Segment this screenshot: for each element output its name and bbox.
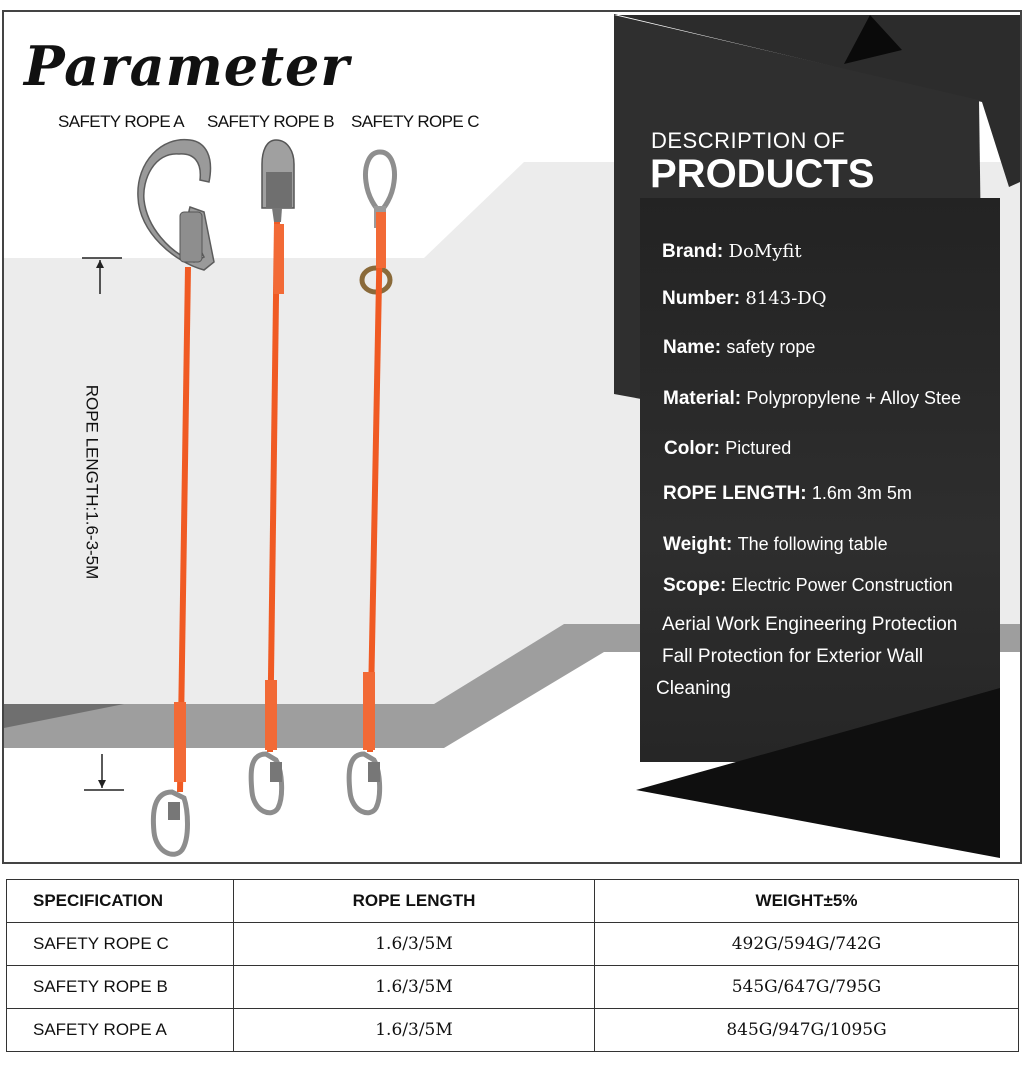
scope-label: Scope: <box>663 575 727 596</box>
scope-line-4: Cleaning <box>656 678 731 699</box>
header-specification: SPECIFICATION <box>7 880 234 923</box>
spec-cell: SAFETY ROPE A <box>7 1009 234 1052</box>
weight-cell: 845G/947G/1095G <box>595 1009 1019 1052</box>
color-value: Pictured <box>725 438 792 458</box>
rope-length-marker: ROPE LENGTH:1.6-3-5M <box>82 384 102 580</box>
page-title: Parameter <box>24 34 350 98</box>
product-parameter-panel <box>2 10 1022 864</box>
color-row <box>664 438 791 460</box>
scope-line-2: Aerial Work Engineering Protection <box>662 614 958 635</box>
description-heading-big: PRODUCTS <box>650 152 875 196</box>
length-cell: 1.6/3/5M <box>234 966 595 1009</box>
table-header-row <box>7 880 1019 923</box>
header-rope-length: ROPE LENGTH <box>234 880 595 923</box>
background-art <box>4 12 1020 862</box>
color-label: Color: <box>664 438 720 459</box>
material-row <box>663 388 961 410</box>
number-label: Number: <box>662 288 741 309</box>
length-cell: 1.6/3/5M <box>234 1009 595 1052</box>
length-cell: 1.6/3/5M <box>234 923 595 966</box>
weight-value: The following table <box>737 534 888 554</box>
brand-value: DoMyfit <box>728 241 802 262</box>
name-label: Name: <box>663 337 722 358</box>
rope-c-label: SAFETY ROPE C <box>351 112 479 131</box>
rope-a-label: SAFETY ROPE A <box>58 112 185 131</box>
name-value: safety rope <box>726 337 816 357</box>
number-value: 8143-DQ <box>745 288 827 309</box>
material-label: Material: <box>663 388 742 409</box>
spec-cell: SAFETY ROPE B <box>7 966 234 1009</box>
table-row <box>7 1009 1019 1052</box>
rope-b-label: SAFETY ROPE B <box>207 112 334 131</box>
brand-row <box>662 241 802 263</box>
length-label: ROPE LENGTH: <box>663 483 807 504</box>
weight-label: Weight: <box>663 534 733 555</box>
length-value: 1.6m 3m 5m <box>811 483 912 503</box>
weight-cell: 492G/594G/742G <box>595 923 1019 966</box>
header-weight: WEIGHT±5% <box>595 880 1019 923</box>
number-row <box>662 288 827 310</box>
spec-cell: SAFETY ROPE C <box>7 923 234 966</box>
scope-row <box>663 575 953 597</box>
name-row <box>663 337 815 359</box>
specification-table <box>6 879 1019 1052</box>
length-row <box>663 483 912 505</box>
weight-cell: 545G/647G/795G <box>595 966 1019 1009</box>
scope-line-1: Electric Power Construction <box>731 575 953 595</box>
brand-label: Brand: <box>662 241 724 262</box>
material-value: Polypropylene + Alloy Stee <box>746 388 962 408</box>
table-row <box>7 966 1019 1009</box>
table-row <box>7 923 1019 966</box>
scope-line-3: Fall Protection for Exterior Wall <box>662 646 924 667</box>
weight-row <box>663 534 888 556</box>
description-heading-small: DESCRIPTION OF <box>651 128 846 153</box>
